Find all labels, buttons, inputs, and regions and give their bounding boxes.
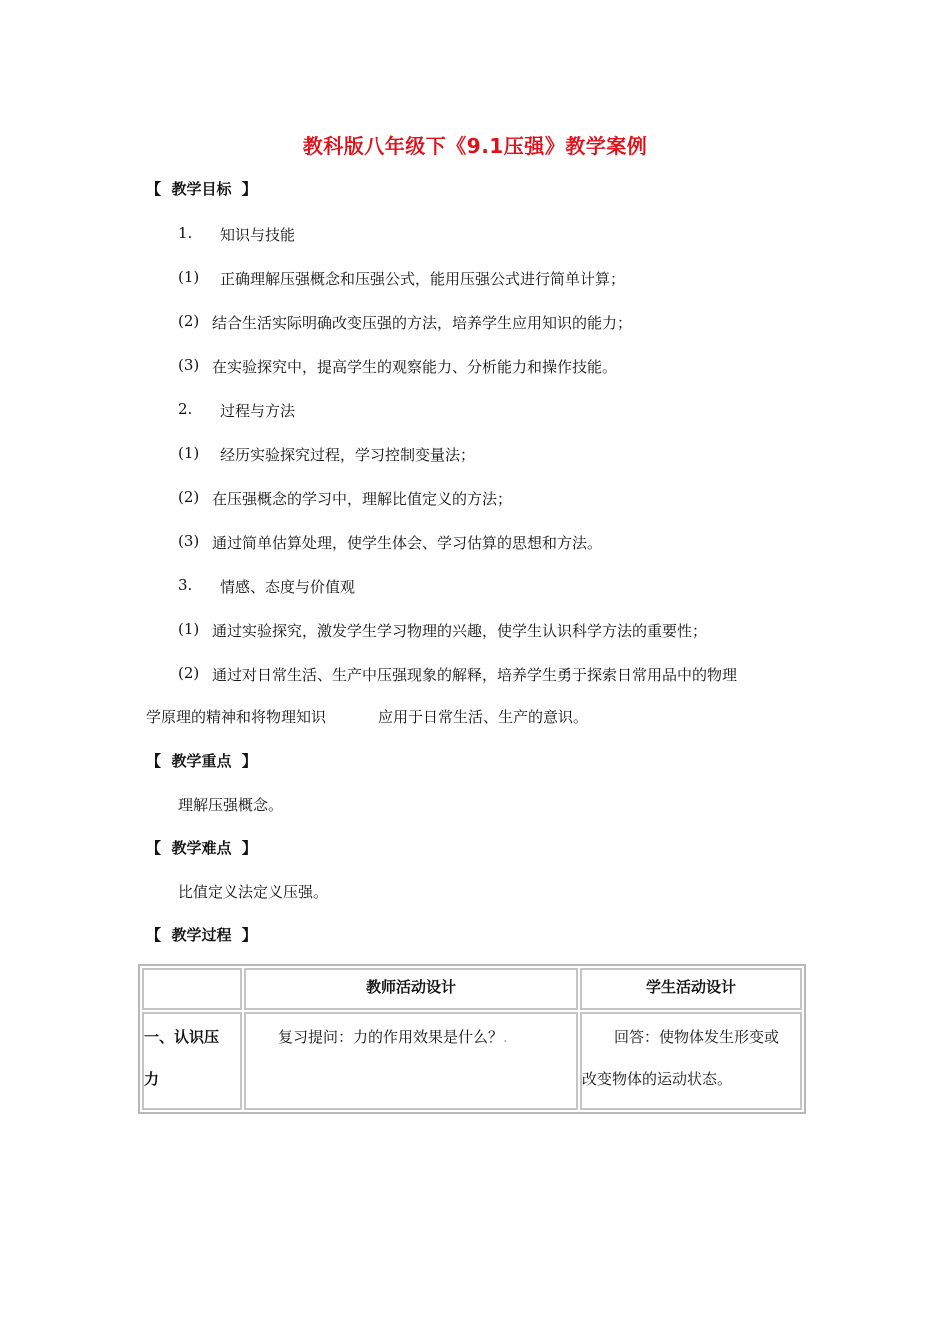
student-activity: 回答：使物体发生形变或 bbox=[614, 1028, 780, 1046]
objective-item-continuation: 学原理的精神和将物理知识 bbox=[146, 708, 327, 726]
stage-cell bbox=[142, 1012, 242, 1110]
key-points-text: 理解压强概念。 bbox=[178, 796, 284, 814]
table-header-row bbox=[142, 968, 802, 1010]
item-number: (3) bbox=[178, 356, 200, 374]
objective-item: 正确理解压强概念和压强公式，能用压强公式进行简单计算； bbox=[220, 270, 626, 288]
table-header-student: 学生活动设计 bbox=[580, 968, 802, 1010]
difficulties-heading: 【 教学难点 】 bbox=[146, 839, 257, 857]
item-number: (1) bbox=[178, 620, 200, 638]
process-table bbox=[138, 964, 806, 1114]
table-header-teacher: 教师活动设计 bbox=[244, 968, 578, 1010]
student-activity: 改变物体的运动状态。 bbox=[582, 1070, 733, 1088]
group-label: 情感、态度与价值观 bbox=[220, 578, 356, 596]
stage-label: 一、认识压 bbox=[144, 1028, 220, 1046]
group-label: 过程与方法 bbox=[220, 402, 296, 420]
objective-item: 结合生活实际明确改变压强的方法，培养学生应用知识的能力； bbox=[212, 314, 633, 332]
objective-item: 通过对日常生活、生产中压强现象的解释，培养学生勇于探索日常用品中的物理 bbox=[212, 666, 738, 684]
item-number: (3) bbox=[178, 532, 200, 550]
item-number: (2) bbox=[178, 312, 200, 330]
objective-item: 在实验探究中，提高学生的观察能力、分析能力和操作技能。 bbox=[212, 358, 618, 376]
item-number: (2) bbox=[178, 664, 200, 682]
teacher-cell bbox=[244, 1012, 578, 1110]
objective-item-continuation: 应用于日常生活、生产的意识。 bbox=[378, 708, 589, 726]
table-row bbox=[142, 1012, 802, 1110]
table-header-cell bbox=[142, 968, 242, 1010]
group-number: 3. bbox=[178, 576, 193, 594]
item-number: (1) bbox=[178, 268, 200, 286]
group-label: 知识与技能 bbox=[220, 226, 296, 244]
student-cell bbox=[580, 1012, 802, 1110]
group-number: 2. bbox=[178, 400, 193, 418]
group-number: 1. bbox=[178, 224, 193, 242]
item-number: (2) bbox=[178, 488, 200, 506]
objective-item: 经历实验探究过程，学习控制变量法； bbox=[220, 446, 476, 464]
teacher-activity: 复习提问：力的作用效果是什么？ bbox=[278, 1028, 504, 1046]
key-points-heading: 【 教学重点 】 bbox=[146, 752, 257, 770]
item-number: (1) bbox=[178, 444, 200, 462]
difficulties-text: 比值定义法定义压强。 bbox=[178, 883, 329, 901]
teacher-mark: . bbox=[503, 1028, 508, 1046]
process-heading: 【 教学过程 】 bbox=[146, 926, 257, 944]
document-title: 教科版八年级下《9.1压强》教学案例 bbox=[302, 134, 648, 158]
objective-item: 在压强概念的学习中，理解比值定义的方法； bbox=[212, 490, 513, 508]
stage-label: 力 bbox=[144, 1070, 160, 1088]
objective-item: 通过实验探究，激发学生学习物理的兴趣，使学生认识科学方法的重要性； bbox=[212, 622, 708, 640]
objectives-heading: 【 教学目标 】 bbox=[146, 180, 257, 198]
objective-item: 通过简单估算处理，使学生体会、学习估算的思想和方法。 bbox=[212, 534, 603, 552]
